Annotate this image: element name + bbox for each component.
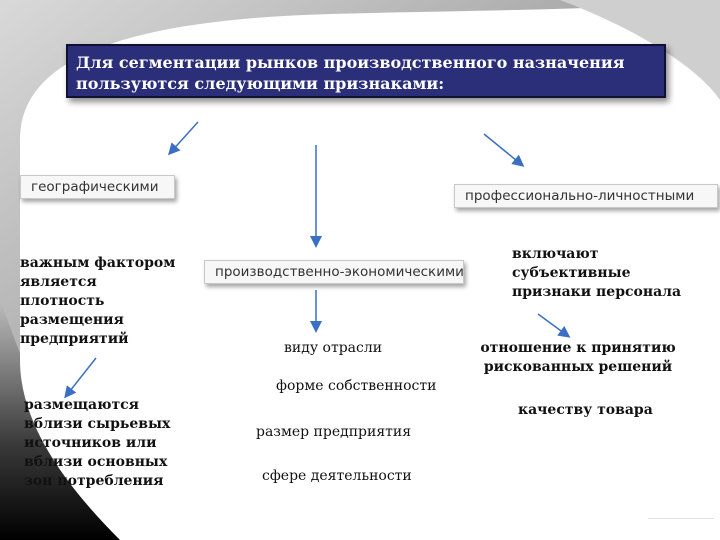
prof-intro: включают субъективные признаки персонала [512,246,682,300]
prof-item-quality: качеству товара [518,402,653,418]
category-prod: производственно-экономическими [204,260,464,284]
prod-item-size: размер предприятия [256,424,412,440]
title-line-1: Для сегментации рынков производственного назначения [76,53,625,72]
title-box [66,44,666,98]
category-prof: профессионально-личностными [454,184,718,208]
geo-item-density: важным фактором является плотность размещения предприятий [20,255,176,347]
geo-item-placement: размещаются вблизи сырьевых источников или вблизи основных зон потребления [24,397,171,489]
prod-item-ownership: форме собственности [276,378,437,394]
corner-logo-box [648,518,714,539]
title-line-2: пользуются следующими признаками: [76,74,445,93]
prod-item-industry: виду отрасли [284,340,383,356]
category-geo: географическими [20,175,175,199]
prod-item-sphere: сфере деятельности [262,468,412,484]
prof-item-risk: отношение к принятию рискованных решений [480,340,676,375]
